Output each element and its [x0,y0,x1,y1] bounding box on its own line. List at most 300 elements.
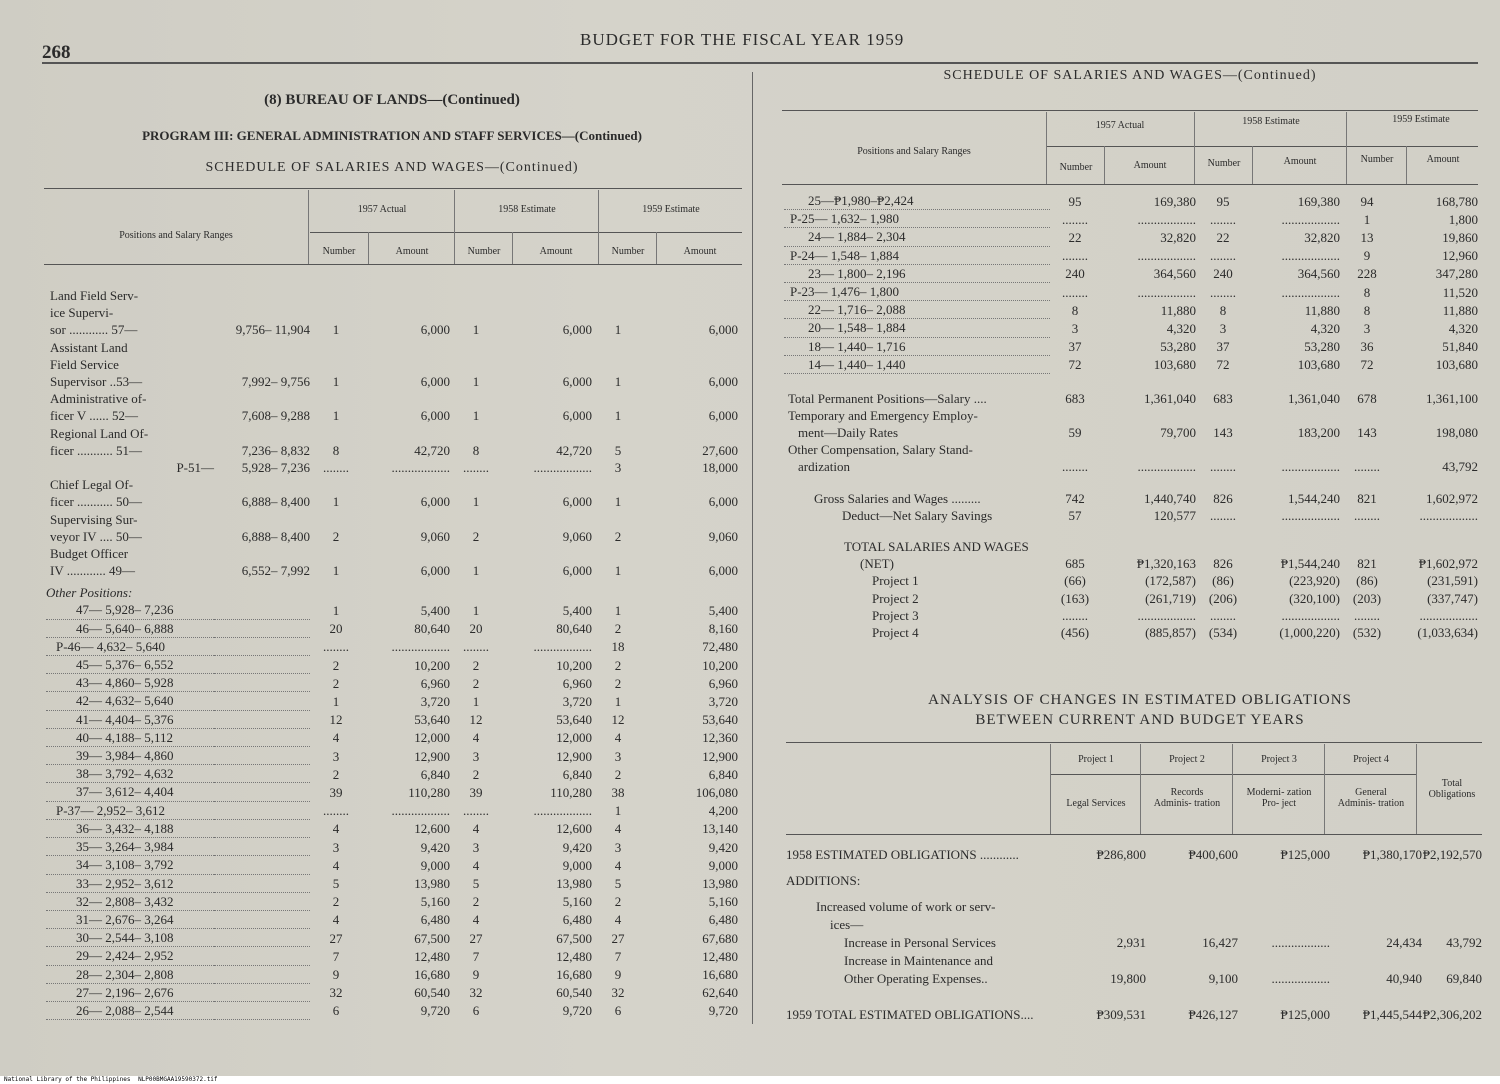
amount-1959 [644,545,738,562]
program-title: PROGRAM III: GENERAL ADMINISTRATION AND STAFF SERVICES—(Continued) [142,128,642,143]
table-row [46,356,738,373]
position-label: 34— 3,108– 3,792 [46,856,310,874]
project-2-value [1146,864,1238,890]
number-1957: 4 [332,912,340,928]
amount-1959: 27,600 [702,442,738,458]
right-header-bottom-rule [782,184,1478,185]
amount-1958 [1250,407,1340,424]
number-1957: 37 [1068,339,1082,355]
number-1959: 1 [614,602,622,618]
analysis-project-name: Records Adminis- tration [1153,787,1221,809]
number-1957: 59 [1068,424,1082,440]
amount-1959: 5,400 [708,602,738,618]
table-row [46,692,738,710]
number-1958: ........ [463,639,489,655]
number-1958: ........ [463,460,489,476]
left-vline [454,190,455,264]
analysis-label: Increase in Personal Services [844,935,996,950]
amount-1957: 103,680 [1153,357,1196,373]
amount-1958: 9,720 [562,1003,592,1019]
amount-1958 [502,390,592,407]
number-1957: 2 [332,766,340,782]
project-1-value [1056,864,1146,890]
salary-range: 6,888– 8,400 [241,494,310,510]
number-1958 [1196,407,1250,424]
number-1959: 2 [614,528,622,544]
project-1-value [1056,916,1146,934]
left-schedule-title: SCHEDULE OF SALARIES AND WAGES—(Continued) [205,160,579,175]
project-2-value: 16,427 [1202,935,1238,950]
amount-1957 [362,545,450,562]
amount-1959 [644,425,738,442]
analysis-label: 1959 TOTAL ESTIMATED OBLIGATIONS.... [786,1007,1034,1022]
amount-1959: 198,080 [1435,424,1478,440]
table-row [46,838,738,856]
right-header-amount: Amount [1426,154,1460,165]
number-1959 [1340,441,1394,458]
analysis-vline [1140,744,1141,834]
number-1958 [450,579,502,601]
amount-1957: 80,640 [414,621,450,637]
analysis-project-header: Project 3 [1261,754,1297,765]
salary-range [214,511,310,528]
table-row [46,819,738,837]
scan-footer [0,1076,1500,1084]
table-row [46,304,738,321]
number-1959 [592,287,644,304]
analysis-vline [1416,744,1417,834]
number-1959: 13 [1360,229,1374,245]
position-label: ment—Daily Rates [798,424,899,440]
amount-1957: .................. [391,803,450,819]
amount-1957: 10,200 [414,657,450,673]
number-1959: 3 [614,460,622,476]
position-label: Administrative of- [50,391,147,407]
salary-range [214,287,310,304]
number-1958: ........ [1210,248,1236,264]
table-row [46,728,738,746]
amount-1958 [1250,441,1340,458]
table-row [46,965,738,983]
bureau-title: (8) BUREAU OF LANDS—(Continued) [264,92,520,108]
amount-1957: .................. [1137,211,1196,227]
project-3-value: ₱125,000 [1280,847,1330,862]
position-label: Assistant Land [50,339,128,355]
amount-1958: 110,280 [550,784,592,800]
project-1-value: 2,931 [1116,935,1146,950]
amount-1958 [502,511,592,528]
amount-1959: 51,840 [1442,339,1478,355]
position-label: P-23— 1,476– 1,800 [784,283,1050,301]
salary-range: 5,928– 7,236 [241,460,310,476]
position-label: 14— 1,440– 1,440 [784,355,1050,373]
position-label: Gross Salaries and Wages ......... [814,490,981,506]
amount-1959: 9,720 [708,1003,738,1019]
number-1957 [310,356,362,373]
table-row [46,442,738,459]
left-header-bottom-rule [44,264,742,265]
table-row [786,890,1482,916]
amount-1958: .................. [533,803,592,819]
position-label: Project 3 [872,607,919,623]
amount-1957: 6,000 [420,322,450,338]
table-row [46,287,738,304]
number-1957: 5 [332,876,340,891]
table-row [784,590,1478,607]
number-1957: 2 [332,675,340,691]
amount-1958: 9,420 [562,839,592,855]
amount-1957: 6,000 [420,408,450,424]
amount-1959: .................. [1419,507,1478,523]
number-1957: 3 [332,839,340,855]
number-1959: 12 [611,712,625,728]
table-row [784,555,1478,572]
number-1958: 1 [472,374,480,390]
number-1957: 683 [1065,390,1085,406]
amount-1958: .................. [1281,211,1340,227]
amount-1958: 183,200 [1297,424,1340,440]
amount-1958: (223,920) [1289,573,1340,589]
page-number: 268 [42,42,71,63]
salary-range: 7,608– 9,288 [241,408,310,424]
number-1959: 36 [1360,339,1374,355]
right-header-positions: Positions and Salary Ranges [857,146,971,157]
number-1957 [310,579,362,601]
amount-1958: (320,100) [1289,590,1340,606]
position-label: 35— 3,264– 3,984 [46,838,310,856]
left-header-number: Number [611,246,645,257]
amount-1957: 5,400 [420,602,450,618]
amount-1959: 13,140 [702,821,738,837]
amount-1959 [1394,407,1478,424]
analysis-mid-rule [1050,774,1416,775]
project-3-value [1238,952,1330,970]
table-row [46,910,738,928]
amount-1959 [644,339,738,356]
amount-1958: .................. [1281,248,1340,264]
position-label: P-51— [176,460,214,476]
amount-1959: 168,780 [1435,193,1478,209]
position-label: 38— 3,792– 4,632 [46,765,310,783]
amount-1959 [644,579,738,601]
number-1959 [592,356,644,373]
table-row [46,874,738,892]
footer-library: National Library of the Philippines [4,1076,131,1083]
amount-1957: 9,720 [420,1003,450,1019]
amount-1958 [502,579,592,601]
left-vline [368,232,369,264]
number-1957: 4 [332,857,340,873]
amount-1958: 6,840 [562,766,592,782]
position-label: Project 4 [872,624,919,640]
project-4-value: ₱1,380,170 [1362,847,1422,862]
number-1958: 8 [472,442,480,458]
amount-1957 [362,579,450,601]
amount-1957: 1,361,040 [1144,390,1196,406]
position-label: 24— 1,884– 2,304 [784,228,1050,246]
table-row [46,528,738,545]
amount-1957: 67,500 [414,930,450,946]
number-1957: 2 [332,528,340,544]
project-3-value: .................. [1271,971,1330,986]
table-row [46,545,738,562]
amount-1957 [362,390,450,407]
amount-1957: .................. [391,639,450,655]
number-1958: (534) [1208,624,1238,640]
analysis-project-header: Project 2 [1169,754,1205,765]
amount-1957 [362,476,450,493]
table-row [786,988,1482,1024]
number-1959: (532) [1352,624,1382,640]
position-label: 39— 3,984– 4,860 [46,747,310,765]
amount-1958: 1,544,240 [1288,490,1340,506]
position-label: 47— 5,928– 7,236 [46,601,310,619]
project-1-value: 19,800 [1110,971,1146,986]
amount-1957: 1,440,740 [1144,490,1196,506]
right-header-number: Number [1059,162,1093,173]
amount-1959: 6,000 [708,322,738,338]
amount-1957: .................. [1137,607,1196,623]
amount-1958: 6,000 [562,374,592,390]
left-header-mid-rule [310,232,742,233]
position-label: (NET) [860,556,894,572]
amount-1958: 53,280 [1304,339,1340,355]
amount-1959: 9,060 [708,528,738,544]
number-1957: 1 [332,693,340,709]
salary-range [214,390,310,407]
table-row [786,864,1482,890]
position-label: Land Field Serv- [50,288,139,303]
analysis-label: 1958 ESTIMATED OBLIGATIONS ............ [786,847,1019,862]
amount-1959: 5,160 [708,894,738,910]
number-1959: 9 [614,967,622,983]
number-1958: 3 [472,839,480,855]
table-row [784,490,1478,507]
amount-1958 [502,304,592,321]
number-1958: 95 [1216,193,1230,209]
number-1957: ........ [1062,607,1088,623]
number-1959: 1 [614,563,622,579]
position-label: 36— 3,432– 4,188 [46,819,310,837]
amount-1957: 3,720 [420,693,450,709]
right-header-amount: Amount [1133,160,1167,171]
amount-1959: 6,840 [708,766,738,782]
amount-1957: .................. [1137,284,1196,300]
salary-range [214,425,310,442]
number-1958: 2 [472,894,480,910]
number-1959: 8 [1363,284,1371,300]
position-label: 30— 2,544– 3,108 [46,929,310,947]
right-vline [1104,146,1105,184]
number-1957: 1 [332,408,340,424]
amount-1958: .................. [1281,459,1340,475]
right-header-top-rule [782,110,1478,111]
table-row [46,425,738,442]
project-2-value [1146,916,1238,934]
table-row [46,1001,738,1019]
number-1957: 57 [1068,507,1082,523]
table-row [46,637,738,655]
table-row [46,511,738,528]
column-divider [752,72,753,1024]
amount-1957 [362,304,450,321]
amount-1958: 80,640 [556,621,592,637]
analysis-label: ices— [830,917,864,932]
amount-1957: 42,720 [414,442,450,458]
number-1957: 72 [1068,357,1082,373]
amount-1959: 6,960 [708,675,738,691]
table-row [784,228,1478,246]
amount-1957: 9,060 [420,528,450,544]
table-row [784,607,1478,624]
analysis-label: Other Operating Expenses.. [844,971,988,986]
project-3-value [1238,890,1330,916]
left-vline [656,232,657,264]
amount-1957: 79,700 [1160,424,1196,440]
number-1959 [1340,407,1394,424]
number-1959: 18 [611,639,625,655]
amount-1957: .................. [1137,248,1196,264]
number-1959: 27 [611,930,625,946]
amount-1958 [502,356,592,373]
table-row [784,192,1478,210]
amount-1959: 13,980 [702,876,738,891]
amount-1958 [502,476,592,493]
table-row [46,493,738,510]
amount-1959: .................. [1419,607,1478,623]
amount-1959: 8,160 [708,621,738,637]
amount-1958: 16,680 [556,967,592,983]
analysis-title-line2: BETWEEN CURRENT AND BUDGET YEARS [975,712,1305,728]
table-row [784,407,1478,424]
number-1958: 4 [472,912,480,928]
table-row [784,319,1478,337]
position-label: Chief Legal Of- [50,477,134,493]
amount-1957: 13,980 [414,876,450,891]
number-1959: 1 [614,408,622,424]
number-1959: 32 [611,985,625,1001]
amount-1958: 1,361,040 [1288,390,1340,406]
amount-1958: 11,880 [1304,302,1340,318]
number-1957: 1 [332,322,340,338]
analysis-table [786,846,1482,1024]
total-value: 43,792 [1446,935,1482,950]
table-row [784,355,1478,373]
number-1958: 143 [1213,424,1233,440]
salary-range [214,339,310,356]
salary-range: 6,888– 8,400 [241,528,310,544]
total-value [1422,916,1482,934]
salary-range: 7,236– 8,832 [241,442,310,458]
left-header-number: Number [322,246,356,257]
amount-1957: (885,857) [1145,624,1196,640]
number-1958: 22 [1216,229,1230,245]
right-salary-table [784,192,1478,641]
amount-1958: 12,900 [556,748,592,764]
amount-1959: 1,800 [1448,211,1478,227]
number-1959: 4 [614,912,622,928]
amount-1958: 6,000 [562,563,592,579]
project-1-value [1056,952,1146,970]
table-row [784,572,1478,589]
number-1957: 2 [332,657,340,673]
position-label: 29— 2,424– 2,952 [46,947,310,965]
amount-1959: 6,000 [708,563,738,579]
total-value [1422,952,1482,970]
number-1957 [1050,538,1100,555]
number-1957: 8 [332,442,340,458]
number-1959: 1 [614,803,622,819]
number-1959: 3 [1363,320,1371,336]
amount-1959: (337,747) [1427,590,1478,606]
number-1959: 9 [1363,248,1371,264]
project-3-value [1238,916,1330,934]
table-row [784,264,1478,282]
position-label: Temporary and Emergency Employ- [788,407,978,423]
table-row [46,983,738,1001]
number-1959 [592,476,644,493]
amount-1957 [1100,538,1196,555]
table-row [784,458,1478,475]
number-1959: 7 [614,948,622,964]
position-label: sor ............ 57— [50,322,138,338]
number-1957: ........ [1062,211,1088,227]
number-1958 [450,476,502,493]
amount-1959: 4,200 [708,803,738,819]
amount-1959: 12,960 [1442,248,1478,264]
number-1958 [450,390,502,407]
number-1958: 37 [1216,339,1230,355]
footer-file: NLP00BMGAA19590372.tif [138,1076,218,1083]
number-1958 [1196,538,1250,555]
amount-1958 [502,545,592,562]
number-1957: 39 [329,784,343,800]
amount-1958: 6,000 [562,494,592,510]
number-1959: 2 [614,894,622,910]
number-1958 [1196,441,1250,458]
number-1959: 1 [614,322,622,338]
number-1958: 27 [469,930,483,946]
amount-1959: 43,792 [1442,459,1478,475]
number-1958 [450,425,502,442]
table-row [46,579,738,601]
amount-1957: 5,160 [420,894,450,910]
number-1957: (456) [1060,624,1090,640]
table-row [784,337,1478,355]
left-header-1959: 1959 Estimate [642,204,700,215]
number-1958: 6 [472,1003,480,1019]
amount-1957: 110,280 [408,784,450,800]
number-1957: ........ [323,639,349,655]
number-1958: 1 [472,494,480,510]
amount-1958 [502,287,592,304]
number-1958 [450,287,502,304]
number-1959: 3 [614,748,622,764]
project-2-value [1146,890,1238,916]
amount-1959: 72,480 [702,639,738,655]
analysis-top-rule [786,742,1482,743]
number-1959: 678 [1357,390,1377,406]
position-label: 22— 1,716– 2,088 [784,301,1050,319]
amount-1958: 169,380 [1297,193,1340,209]
amount-1959: 4,320 [1448,320,1478,336]
number-1959: 5 [614,442,622,458]
amount-1958: 6,480 [562,912,592,928]
table-row [46,747,738,765]
amount-1959: 106,080 [695,784,738,800]
number-1957: ........ [323,803,349,819]
number-1958: (86) [1212,573,1234,589]
